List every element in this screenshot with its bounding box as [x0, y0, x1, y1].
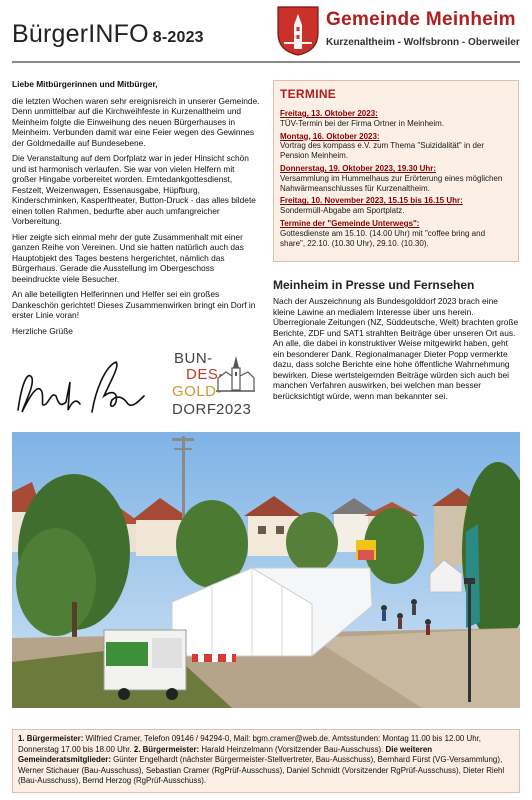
event-date: Termine der "Gemeinde Unterwegs": — [280, 218, 420, 228]
letter-closing: Herzliche Grüße — [12, 325, 73, 336]
logo-line: DES- — [186, 366, 224, 383]
header-divider — [12, 61, 520, 63]
event-date: Montag, 16. Oktober 2023: — [280, 131, 380, 141]
logo-year: 2023 — [216, 401, 252, 418]
coat-of-arms-icon — [276, 5, 320, 57]
press-heading: Meinheim in Presse und Fernsehen — [273, 278, 475, 292]
footer-text: Günter Engelhardt (nächster Bürgermeister-Stellvertreter, Bau-Ausschuss), Bernhard Fürst (VG-Versammlung), Werner Stichauer (Bau-Ausschuss), Sebastian Cramer (RgPrüf-Ausschuss), Daniel Schmidt (Vorsitzender RgPrüf-Ausschuss), Dieter Riehl (Bau-Ausschuss), Bernd Herzog (RgPrüf-Ausschuss). — [18, 755, 505, 786]
footer-label: 2. Bürgermeister: — [133, 744, 200, 754]
event-item — [280, 164, 512, 193]
issue-number: 8-2023 — [152, 29, 204, 46]
footer-label: 1. Bürgermeister: — [18, 734, 84, 743]
title-text: BürgerINFO — [12, 20, 149, 48]
press-article: Nach der Auszeichnung als Bundesgolddorf 2023 brach eine kleine Lawine an medialem Interesse über uns herein. Überregionale Zeitungen (NZ, Süddeutsche, Welt) brachten große Berichte, ZDF und SAT1 strahlten Beiträge über unseren Ort aus. An alle, die dabei in konstruktiver Weise mitgewirkt haben, geht ein besonderer Dank. Regionalmanager Dieter Popp vermerkte dazu, dass solche Berichte eine hohe öffentliche Wahrnehmung bewirken. Diese wertsteigernden Beiträge würden sich auch bei manchen Verfahren auswirken, bei welchen man besser berücksichtigt würde, wenn man bekannter sei. — [273, 296, 519, 401]
letter-paragraph: Die Veranstaltung auf dem Dorfplatz war in jeder Hinsicht schön und ist harmonisch verlaufen. Sie war von vielen Helfern mit großer Hingabe vorbereitet worden. Erntedankgottesdienst, Festzelt, Weizenwagen, Essenausgabe, Hüpfburg, Kinderschminken, Kasperltheater, Button-Druck - das alles bildete einen tollen Rahmen, bedurfte aber auch umfangreicher Vorbereitung. — [12, 153, 256, 226]
event-item — [280, 196, 512, 216]
event-date: Donnerstag, 19. Oktober 2023, 19.30 Uhr: — [280, 163, 437, 173]
event-text: Vortrag des kompass e.V. zum Thema "Suizidalität" in der Pension Meinheim. — [280, 141, 485, 161]
events-title: TERMINE — [280, 87, 337, 101]
event-item — [280, 219, 512, 248]
council-info-box — [12, 729, 520, 793]
event-item — [280, 132, 512, 161]
church-icon — [214, 354, 256, 394]
mayor-letter — [12, 79, 260, 341]
masthead — [0, 0, 532, 62]
bundesgolddorf-logo — [160, 348, 264, 424]
logo-line: DORF — [172, 401, 217, 418]
event-text: Gottesdienste am 15.10. (14.00 Uhr) mit "coffee bring and share", 22.10. (10.30 Uhr), 29.10. (10.30). — [280, 228, 486, 248]
letter-paragraph: An alle beteiligten Helferinnen und Helfer sei ein großes Dankeschön gerichtet! Dieses Zusammenwirken bringt ein Dorf in erster Linie voran! — [12, 289, 256, 320]
event-date: Freitag, 13. Oktober 2023: — [280, 109, 378, 118]
logo-line: GOLD- — [172, 383, 223, 400]
footer-label: Die weiteren Gemeinderatsmitglieder: — [18, 744, 433, 765]
event-item — [280, 109, 512, 129]
event-text: TÜV-Termin bei der Firma Ortner in Meinheim. — [280, 118, 445, 128]
letter-paragraph: Hier zeigte sich einmal mehr der gute Zusammenhalt mit einer ganzen Reihe von Vereinen. Und sie hatten natürlich auch das Hauptobjekt des Tages bestens hergerichtet, nämlich das Bürgerhaus. Gerade die Ausstellung im Obergeschoss beeindruckte viele Besucher. — [12, 231, 244, 284]
event-text: Versammlung im Hummelhaus zur Erörterung eines möglichen Nahwärmeanschlusses für Kurzenaltheim. — [280, 173, 503, 193]
village-festival-photo — [12, 432, 520, 708]
handwritten-signature — [12, 352, 152, 424]
events-box — [273, 80, 519, 262]
letter-paragraph: die letzten Wochen waren sehr ereignisreich in unserer Gemeinde. Denn unmittelbar auf die Kirchweihfeste in Kurzenaltheim und Meinheim folgte die Einweihung des neuen Bürgerhauses in Meinheim. Verbunden damit war eine Feier wegen des Gewinnes der Goldmedaille auf Bundesebene. — [12, 95, 260, 148]
municipality-name: Gemeinde Meinheim — [326, 9, 516, 30]
logo-line: BUN- — [174, 350, 213, 367]
event-text: Sondermüll-Abgabe am Sportplatz. — [280, 206, 405, 216]
newsletter-title — [12, 20, 204, 49]
village-list: Kurzenaltheim - Wolfsbronn - Oberweiler — [326, 37, 520, 48]
footer-text: Wilfried Cramer, Telefon 09146 / 94294-0, Mail: bgm.cramer@web.de. Amtsstunden: Montag 11.00 bis 12.00 Uhr, Donnerstag 17.00 bis 18.00 Uhr. — [18, 734, 481, 754]
letter-salutation: Liebe Mitbürgerinnen und Mitbürger, — [12, 79, 158, 89]
event-date: Freitag, 10. November 2023, 15.15 bis 16.15 Uhr: — [280, 196, 463, 206]
footer-text: Harald Heinzelmann (Vorsitzender Bau-Ausschuss). — [199, 744, 386, 754]
